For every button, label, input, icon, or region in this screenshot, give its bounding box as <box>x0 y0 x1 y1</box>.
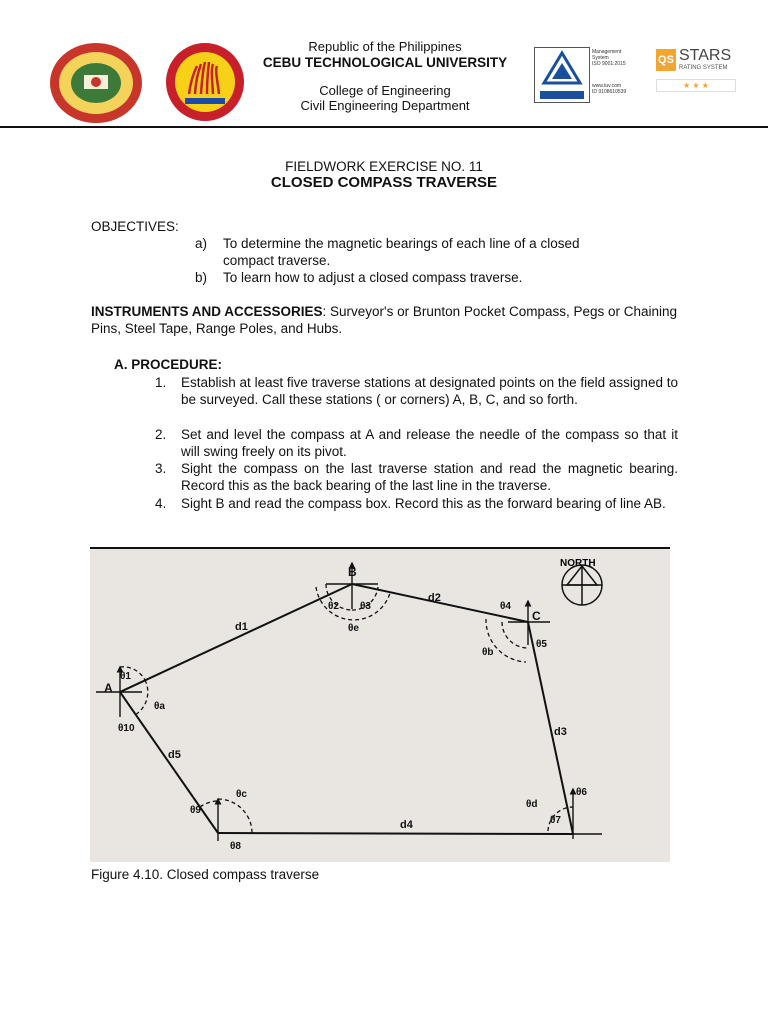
angle-label: θ1 <box>120 671 131 682</box>
header-center <box>240 39 530 113</box>
angle-label: θd <box>526 799 538 810</box>
step-number: 2. <box>155 427 167 442</box>
traverse-polygon <box>120 584 573 834</box>
header-divider <box>0 126 768 128</box>
station-label: C <box>532 609 541 623</box>
angle-label: θ3 <box>360 601 371 612</box>
procedure-step <box>155 374 680 425</box>
republic-text: Republic of the Philippines <box>308 39 462 54</box>
qs-stars-text: STARS <box>679 47 732 64</box>
station-label: B <box>348 565 357 579</box>
angle-label: θ5 <box>536 639 547 650</box>
traverse-figure <box>90 549 670 862</box>
objective-text: To learn how to adjust a closed compass traverse. <box>223 270 523 285</box>
college-name: College of Engineering <box>319 83 451 98</box>
angle-label: θ2 <box>328 601 339 612</box>
step-number: 3. <box>155 461 167 476</box>
distance-label: d1 <box>235 621 248 633</box>
objectives-label: OBJECTIVES: <box>91 219 179 234</box>
objective-marker: a) <box>195 236 208 251</box>
cert-line-3: ISO 9001:2015 <box>592 61 626 67</box>
angle-label: θe <box>348 623 359 634</box>
cert-site: www.tuv.com <box>592 83 622 89</box>
angle-label: θ4 <box>500 601 511 612</box>
distance-label: d3 <box>554 726 567 738</box>
objective-marker: b) <box>195 270 208 285</box>
angle-label: θb <box>482 647 494 658</box>
objective-item <box>195 235 655 269</box>
figure-caption: Figure 4.10. Closed compass traverse <box>91 867 320 882</box>
angle-label: θ8 <box>230 841 241 852</box>
north-label: NORTH <box>560 558 596 569</box>
instruments-label: INSTRUMENTS AND ACCESSORIES <box>91 304 323 319</box>
angle-label: θ10 <box>118 723 135 734</box>
qs-stars-row: ★ ★ ★ <box>656 79 736 92</box>
qs-stars-logo <box>656 47 736 91</box>
university-name: CEBU TECHNOLOGICAL UNIVERSITY <box>262 55 508 70</box>
tuv-certification-badge <box>534 47 634 103</box>
distance-label: d4 <box>400 819 413 831</box>
angle-label: θ7 <box>550 815 561 826</box>
procedure-step <box>155 460 680 494</box>
procedure-step <box>155 426 680 460</box>
station-label: A <box>104 681 113 695</box>
distance-label: d2 <box>428 592 441 604</box>
step-text: Set and level the compass at A and release the needle of the compass so that it will swing freely on its pivot. <box>181 427 678 459</box>
ctu-seal-logo <box>49 42 143 124</box>
instruments-paragraph <box>91 303 681 337</box>
cert-id: ID 9108610539 <box>592 89 627 95</box>
qs-rating-text: RATING SYSTEM <box>679 65 728 71</box>
step-text: Sight the compass on the last traverse station and read the magnetic bearing. Record this as the back bearing of the last line in the traverse. <box>181 461 678 493</box>
exercise-title: CLOSED COMPASS TRAVERSE <box>270 174 498 191</box>
step-text: Establish at least five traverse stations at designated points on the field assigned to be surveyed. Call these stations ( or corners) A, B, C, and so forth. <box>181 375 678 407</box>
asean-logo <box>165 42 245 122</box>
angle-label: θ9 <box>190 805 201 816</box>
step-text: Sight B and read the compass box. Record this as the forward bearing of line AB. <box>181 496 666 511</box>
angle-label: θa <box>154 701 165 712</box>
step-number: 1. <box>155 375 167 390</box>
angle-label: θc <box>236 789 247 800</box>
step-number: 4. <box>155 496 167 511</box>
instruments-text: : Surveyor's or Brunton Pocket Compass, Pegs or Chaining Pins, Steel Tape, Range Poles, and Hubs. <box>91 304 678 336</box>
north-symbol <box>560 558 602 605</box>
department-name: Civil Engineering Department <box>300 98 470 113</box>
cert-line-1: Management <box>592 49 622 55</box>
exercise-number: FIELDWORK EXERCISE NO. 11 <box>285 159 483 174</box>
distance-label: d5 <box>168 749 181 761</box>
objective-item <box>195 269 655 286</box>
cert-line-2: System <box>592 55 609 61</box>
procedure-heading: A. PROCEDURE: <box>114 357 223 372</box>
procedure-step <box>155 495 680 529</box>
angle-label: θ6 <box>576 787 587 798</box>
objective-text: To determine the magnetic bearings of each line of a closed compact traverse. <box>223 236 580 268</box>
qs-mark: QS <box>656 49 676 71</box>
